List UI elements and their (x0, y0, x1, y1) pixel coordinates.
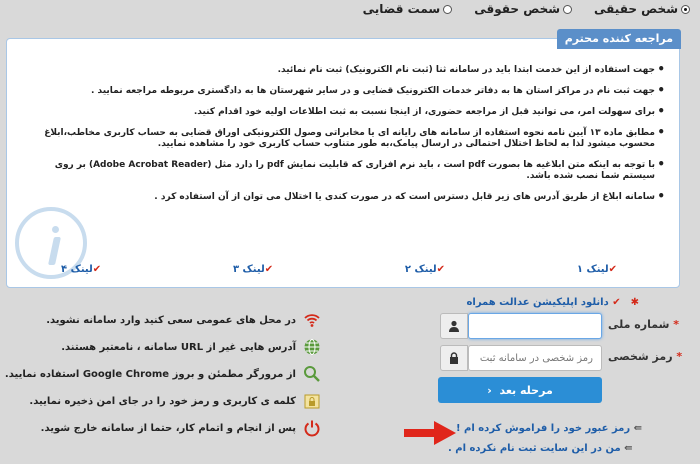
check-icon: ✔ (264, 264, 274, 275)
user-icon (440, 313, 468, 339)
check-icon: ✔ (92, 264, 102, 275)
notice-item: • جهت ثبت نام در مراکز استان ها به دفاتر خدمات الکترونیک قضایی و در سایر شهرستان ها به دادگستری مربوطه مراجعه نمایید . (25, 86, 665, 97)
person-type-selector (0, 0, 700, 18)
national-id-label: * شماره ملی (608, 318, 680, 331)
password-input[interactable] (469, 347, 601, 371)
link-label[interactable]: لینک ۲ (404, 264, 437, 275)
radio-label: شخص حقیقی (594, 2, 678, 16)
wifi-icon (302, 310, 322, 330)
app-link-label[interactable]: دانلود اپلیکیشن عدالت همراه (466, 297, 609, 308)
radio-dot[interactable] (563, 5, 572, 14)
app-download-link[interactable] (467, 297, 640, 308)
link-label[interactable]: لینک ۱ (576, 264, 609, 275)
notice-title: مراجعه کننده محترم (557, 29, 681, 49)
link-4[interactable] (61, 264, 105, 275)
radio-natural-person[interactable] (594, 2, 690, 16)
notice-list (25, 65, 665, 213)
globe-icon (302, 337, 322, 357)
radio-label: سمت قضایی (362, 2, 441, 16)
tip-public-places (46, 310, 322, 330)
key-icon: ⇚ (633, 423, 642, 434)
notice-item: • با توجه به اینکه متن ابلاغیه ها بصورت pdf است ، باید نرم افزاری که قابلیت نمایش pdf را دارد مثل (Adobe Acrobat Reader) بر روی سیستم شما نصب شده باشد. (25, 160, 665, 182)
red-arrow-icon (404, 420, 456, 446)
lock-icon (302, 391, 322, 411)
radio-dot[interactable] (681, 5, 690, 14)
notice-item: • سامانه ابلاغ از طریق آدرس های زیر قابل دسترس است که در صورت کندی یا اختلال می توان از آن استفاده کرد . (25, 192, 665, 203)
tip-text: آدرس هایی غیر از URL سامانه ، نامعتبر هستند. (61, 341, 296, 353)
link-1[interactable] (577, 264, 621, 275)
notice-item: • مطابق ماده ۱۳ آیین نامه نحوه استفاده از سامانه های رایانه ای یا مخابراتی وصول الکترونیکی اوراق قضایی به حساب کاربری مخاطب،ابلاغ محسوب میشود لذا به لحاظ اختلال احتمالی در ارسال پیامک،به طور متناوب حساب کاربری خود را مشاهده نمایید. (25, 128, 665, 150)
next-step-label: مرحله بعد (499, 383, 553, 397)
notice-panel (6, 32, 680, 308)
tip-save-password (29, 391, 322, 411)
national-id-field[interactable] (468, 313, 602, 339)
next-step-button[interactable] (438, 377, 602, 403)
key-icon: ⇚ (624, 443, 633, 454)
tip-logout (41, 418, 322, 438)
notice-item-text: برای سهولت امر، می توانید قبل از مراجعه حضوری، از اینجا نسبت به ثبت اطلاعات اولیه خود اقدام کنید. (193, 107, 655, 117)
check-icon: ✔ (612, 297, 621, 308)
power-icon (302, 418, 322, 438)
link-2[interactable] (405, 264, 449, 275)
tip-text: پس از انجام و اتمام کار، حتما از سامانه خارج شوید. (40, 422, 296, 434)
tip-valid-url (61, 337, 322, 357)
link-label[interactable]: لینک ۳ (232, 264, 265, 275)
check-icon: ✔ (608, 264, 617, 275)
radio-judicial-position[interactable] (363, 2, 453, 16)
radio-legal-person[interactable] (474, 2, 572, 16)
radio-label: شخص حقوقی (474, 2, 561, 16)
national-id-input[interactable] (469, 315, 601, 339)
mirror-links (61, 264, 621, 275)
tip-text: در محل های عمومی سعی کنید وارد سامانه نشوید. (46, 314, 296, 326)
notice-item (25, 107, 665, 118)
star-icon: ✱ (630, 297, 639, 308)
tip-text: از مرورگر مطمئن و بروز Google Chrome استفاده نمایید. (4, 368, 296, 380)
link-3[interactable] (233, 264, 277, 275)
search-icon (302, 364, 322, 384)
password-field[interactable] (468, 345, 602, 371)
lock-icon (440, 345, 468, 371)
notice-item: • جهت استفاده از این خدمت ابتدا باید در سامانه ثنا (ثبت نام الکترونیک) ثبت نام نمائید. (25, 65, 665, 76)
chevron-left-icon: ‹ (487, 383, 492, 397)
check-icon: ✔ (436, 264, 446, 275)
tip-browser (5, 364, 322, 384)
register-link[interactable]: ⇚ من در این سایت ثبت نام نکرده ام . (448, 443, 633, 454)
tip-text: کلمه ی کاربری و رمز خود را در جای امن ذخیره نمایید. (29, 395, 296, 407)
radio-dot[interactable] (443, 5, 452, 14)
link-label[interactable]: لینک ۴ (61, 264, 93, 275)
forgot-password-link[interactable]: ⇚ رمز عبور خود را فراموش کرده ام ! (456, 423, 642, 434)
password-label: * رمز شخصی (608, 350, 683, 363)
